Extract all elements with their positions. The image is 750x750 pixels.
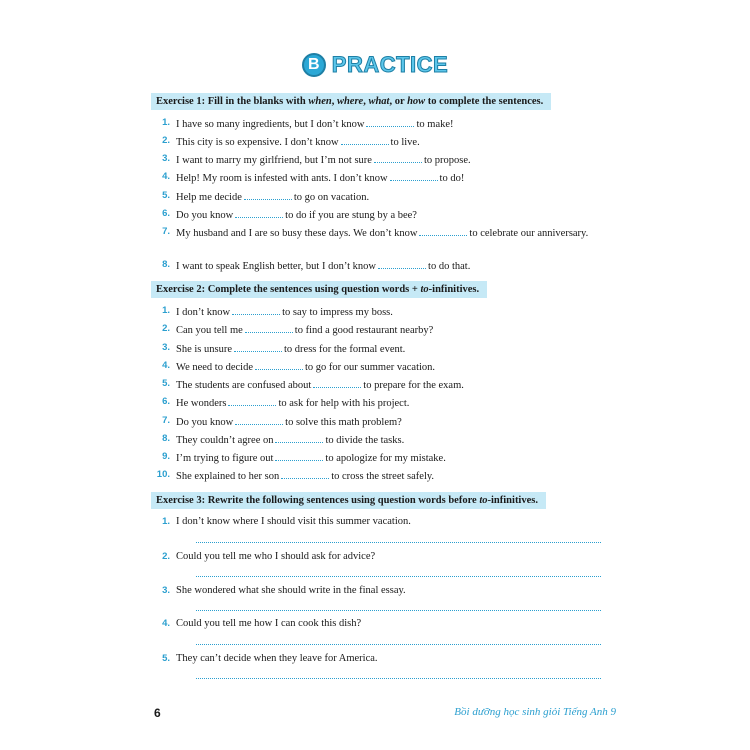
answer-line[interactable] (196, 576, 601, 577)
list-item: 4. Could you tell me how I can cook this dish? (162, 618, 362, 629)
list-item: 4. We need to decide to go for our summer vacation. (162, 360, 436, 373)
answer-blank[interactable] (235, 414, 283, 425)
answer-blank[interactable] (374, 152, 422, 163)
list-item: 1. I don’t know where I should visit this summer vacation. (162, 516, 411, 527)
list-item: 1. I have so many ingredients, but I don’t know to make! (162, 117, 454, 130)
section-title (0, 52, 750, 78)
answer-blank[interactable] (234, 341, 282, 352)
list-item: 6. Do you know to do if you are stung by a bee? (162, 208, 417, 221)
exercise-3-heading: Exercise 3: Rewrite the following sentences using question words before to-infinitives. (151, 492, 546, 509)
list-item: 8. I want to speak English better, but I don’t know to do that. (162, 259, 471, 272)
list-item: 5. Help me decide to go on vacation. (162, 190, 370, 203)
section-title-text: PRACTICE (331, 52, 449, 77)
exercise-2-heading: Exercise 2: Complete the sentences using question words + to-infinitives. (151, 281, 487, 298)
answer-line[interactable] (196, 610, 601, 611)
list-item: 2. Can you tell me to find a good restaurant nearby? (162, 323, 434, 336)
list-item: 7. My husband and I are so busy these days. We don’t know to celebrate our anniversary. (162, 226, 589, 239)
exercise-1-heading: Exercise 1: Fill in the blanks with when, where, what, or how to complete the sentences. (151, 93, 551, 110)
list-item: 9. I’m trying to figure out to apologize for my mistake. (162, 451, 446, 464)
answer-blank[interactable] (378, 258, 426, 269)
answer-blank[interactable] (275, 432, 323, 443)
book-title: Bồi dưỡng học sinh giỏi Tiếng Anh 9 (454, 706, 616, 718)
list-item: 2. This city is so expensive. I don’t know to live. (162, 135, 420, 148)
answer-blank[interactable] (228, 395, 276, 406)
list-item: 1. I don’t know to say to impress my boss. (162, 305, 393, 318)
answer-blank[interactable] (366, 116, 414, 127)
list-item: 5. They can’t decide when they leave for America. (162, 653, 378, 664)
list-item: 7. Do you know to solve this math problem? (162, 415, 402, 428)
answer-line[interactable] (196, 542, 601, 543)
answer-blank[interactable] (281, 468, 329, 479)
list-item: 8. They couldn’t agree on to divide the tasks. (162, 433, 405, 446)
list-item: 3. I want to marry my girlfriend, but I’m not sure to propose. (162, 153, 471, 166)
answer-blank[interactable] (313, 377, 361, 388)
answer-blank[interactable] (275, 450, 323, 461)
answer-line[interactable] (196, 644, 601, 645)
answer-blank[interactable] (235, 207, 283, 218)
page-number: 6 (154, 706, 161, 720)
list-item: 3. She wondered what she should write in the final essay. (162, 585, 406, 596)
list-item: 10. She explained to her son to cross the street safely. (156, 469, 435, 482)
list-item: 4. Help! My room is infested with ants. I don’t know to do! (162, 171, 465, 184)
answer-blank[interactable] (255, 359, 303, 370)
list-item: 2. Could you tell me who I should ask for advice? (162, 551, 376, 562)
answer-blank[interactable] (341, 134, 389, 145)
section-badge: B (302, 53, 326, 77)
answer-blank[interactable] (244, 189, 292, 200)
list-item: 3. She is unsure to dress for the formal event. (162, 342, 406, 355)
answer-blank[interactable] (419, 225, 467, 236)
answer-blank[interactable] (232, 304, 280, 315)
answer-line[interactable] (196, 678, 601, 679)
list-item: 5. The students are confused about to prepare for the exam. (162, 378, 464, 391)
answer-blank[interactable] (245, 322, 293, 333)
list-item: 6. He wonders to ask for help with his project. (162, 396, 410, 409)
answer-blank[interactable] (390, 170, 438, 181)
